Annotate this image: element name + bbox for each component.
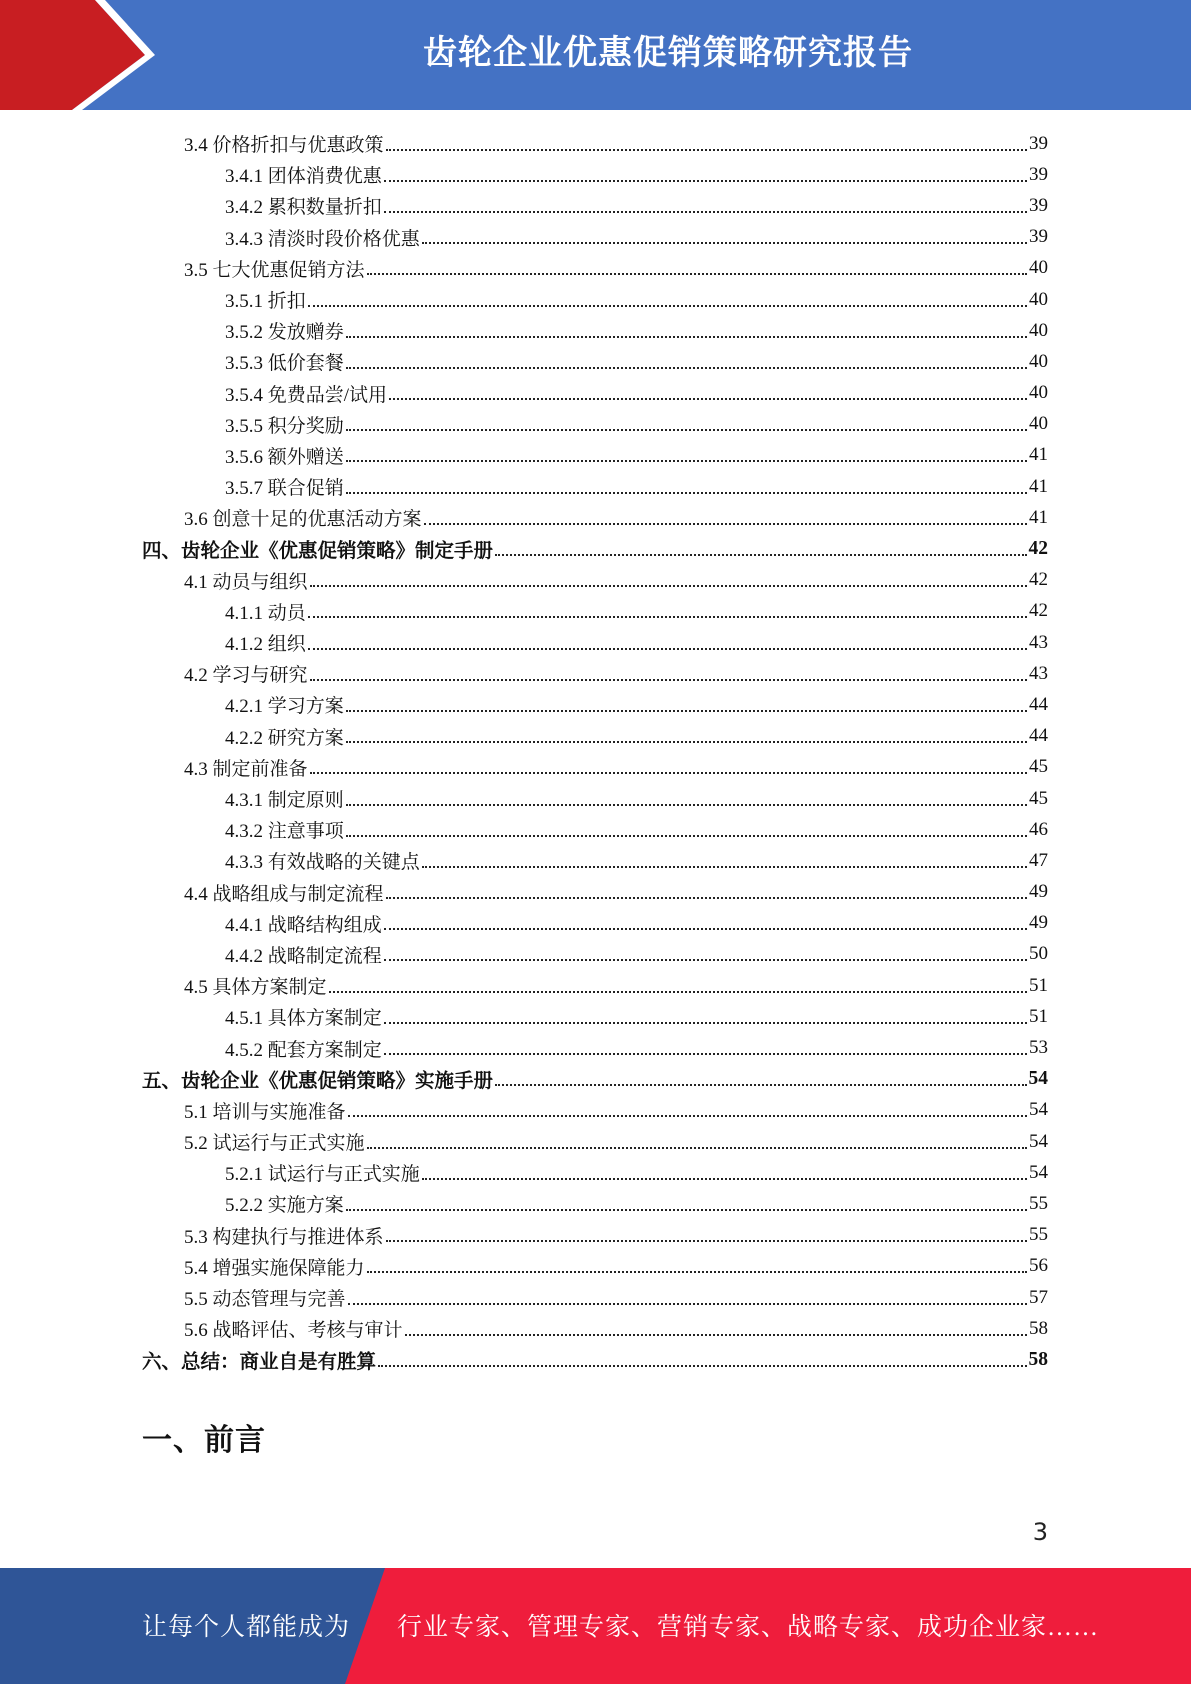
toc-chapter-entry[interactable]	[142, 533, 1048, 564]
toc-entry-page: 41	[1029, 506, 1048, 528]
toc-entry[interactable]	[142, 1095, 1048, 1126]
toc-entry-label: 4.1.2 组织	[225, 634, 306, 656]
toc-dot-leader	[384, 928, 1027, 930]
toc-entry[interactable]	[142, 502, 1048, 533]
toc-entry-label: 3.5.3 低价套餐	[225, 353, 344, 375]
toc-entry-label: 5.4 增强实施保障能力	[184, 1257, 365, 1279]
toc-entry[interactable]	[142, 689, 1048, 720]
page-footer	[0, 1568, 1191, 1684]
toc-entry[interactable]	[142, 1188, 1048, 1219]
toc-entry-label: 3.5.1 折扣	[225, 291, 306, 313]
toc-entry-label: 4.1.1 动员	[225, 602, 306, 624]
toc-entry-page: 46	[1029, 818, 1048, 840]
toc-entry[interactable]	[142, 1313, 1048, 1344]
toc-entry[interactable]	[142, 440, 1048, 471]
toc-dot-leader	[389, 398, 1027, 400]
toc-dot-leader	[310, 585, 1027, 587]
toc-entry[interactable]	[142, 284, 1048, 315]
toc-entry-page: 43	[1029, 631, 1048, 653]
toc-dot-leader	[386, 149, 1027, 151]
toc-entry[interactable]	[142, 159, 1048, 190]
toc-dot-leader	[346, 835, 1027, 837]
toc-dot-leader	[346, 460, 1027, 462]
toc-dot-leader	[386, 1240, 1027, 1242]
toc-chapter-entry[interactable]	[142, 1064, 1048, 1095]
toc-dot-leader	[378, 1365, 1026, 1367]
toc-entry-page: 43	[1029, 662, 1048, 684]
section-heading: 一、前言	[142, 1423, 266, 1458]
toc-entry-page: 51	[1029, 1005, 1048, 1027]
page-number: 3	[1032, 1518, 1048, 1546]
toc-entry-page: 39	[1029, 226, 1048, 248]
toc-entry-label: 4.4.2 战略制定流程	[225, 945, 382, 967]
toc-entry-page: 53	[1029, 1037, 1048, 1059]
toc-entry[interactable]	[142, 908, 1048, 939]
toc-dot-leader	[308, 305, 1027, 307]
toc-entry-label: 六、总结：商业自是有胜算	[142, 1351, 377, 1373]
toc-entry-page: 54	[1029, 1130, 1048, 1152]
toc-entry-label: 3.5.2 发放赠券	[225, 322, 344, 344]
toc-entry[interactable]	[142, 721, 1048, 752]
toc-dot-leader	[308, 616, 1027, 618]
toc-entry[interactable]	[142, 1157, 1048, 1188]
toc-entry-label: 四、齿轮企业《优惠促销策略》制定手册	[142, 541, 494, 563]
toc-entry-page: 39	[1029, 194, 1048, 216]
toc-dot-leader	[495, 1084, 1026, 1086]
toc-dot-leader	[422, 866, 1027, 868]
toc-entry-page: 45	[1029, 787, 1048, 809]
toc-entry-page: 56	[1029, 1255, 1048, 1277]
toc-entry[interactable]	[142, 1251, 1048, 1282]
toc-entry[interactable]	[142, 565, 1048, 596]
toc-entry[interactable]	[142, 752, 1048, 783]
toc-entry-page: 39	[1029, 132, 1048, 154]
toc-entry-label: 4.3.2 注意事项	[225, 821, 344, 843]
report-title: 齿轮企业优惠促销策略研究报告	[423, 33, 913, 73]
toc-entry-page: 42	[1029, 569, 1048, 591]
toc-dot-leader	[310, 772, 1027, 774]
toc-entry[interactable]	[142, 1032, 1048, 1063]
toc-dot-leader	[348, 1115, 1027, 1117]
toc-entry-label: 3.4.3 清淡时段价格优惠	[225, 228, 420, 250]
toc-entry[interactable]	[142, 939, 1048, 970]
toc-entry-label: 3.5.4 免费品尝/试用	[225, 384, 388, 406]
toc-entry-page: 44	[1029, 693, 1048, 715]
toc-dot-leader	[346, 1209, 1027, 1211]
toc-entry-label: 3.5.7 联合促销	[225, 478, 344, 500]
toc-entry-page: 41	[1029, 444, 1048, 466]
toc-entry-page: 39	[1029, 163, 1048, 185]
toc-entry-page: 40	[1029, 413, 1048, 435]
toc-entry[interactable]	[142, 845, 1048, 876]
toc-dot-leader	[424, 523, 1027, 525]
toc-entry-page: 58	[1028, 1348, 1048, 1370]
toc-entry-label: 3.4 价格折扣与优惠政策	[184, 135, 384, 157]
toc-dot-leader	[346, 741, 1027, 743]
toc-entry-label: 3.5.6 额外赠送	[225, 446, 344, 468]
toc-entry-label: 3.5 七大优惠促销方法	[184, 259, 365, 281]
toc-entry-label: 4.4.1 战略结构组成	[225, 914, 382, 936]
toc-entry-page: 51	[1029, 974, 1048, 996]
toc-entry-label: 5.5 动态管理与完善	[184, 1289, 346, 1311]
toc-entry[interactable]	[142, 1001, 1048, 1032]
toc-entry-page: 40	[1029, 257, 1048, 279]
toc-entry-label: 4.2.1 学习方案	[225, 696, 344, 718]
toc-entry-page: 49	[1029, 881, 1048, 903]
toc-entry-page: 54	[1029, 1099, 1048, 1121]
toc-entry-page: 49	[1029, 912, 1048, 934]
toc-dot-leader	[348, 1303, 1027, 1305]
toc-dot-leader	[422, 242, 1027, 244]
toc-entry[interactable]	[142, 253, 1048, 284]
toc-entry-page: 47	[1029, 849, 1048, 871]
toc-dot-leader	[329, 991, 1027, 993]
toc-entry[interactable]	[142, 877, 1048, 908]
toc-entry-page: 40	[1029, 319, 1048, 341]
toc-dot-leader	[384, 959, 1027, 961]
toc-dot-leader	[346, 336, 1027, 338]
toc-entry-page: 54	[1028, 1068, 1048, 1090]
toc-entry-label: 5.3 构建执行与推进体系	[184, 1226, 384, 1248]
toc-entry[interactable]	[142, 627, 1048, 658]
toc-entry[interactable]	[142, 658, 1048, 689]
toc-entry-label: 3.4.2 累积数量折扣	[225, 197, 382, 219]
toc-entry-label: 4.4 战略组成与制定流程	[184, 883, 384, 905]
toc-entry-page: 55	[1029, 1192, 1048, 1214]
toc-entry-page: 58	[1029, 1317, 1048, 1339]
toc-entry[interactable]	[142, 128, 1048, 159]
toc-entry[interactable]	[142, 190, 1048, 221]
toc-entry[interactable]	[142, 378, 1048, 409]
toc-dot-leader	[346, 429, 1027, 431]
toc-entry-page: 44	[1029, 725, 1048, 747]
toc-entry-label: 4.5.1 具体方案制定	[225, 1008, 382, 1030]
toc-entry[interactable]	[142, 1282, 1048, 1313]
toc-entry[interactable]	[142, 783, 1048, 814]
toc-entry-page: 55	[1029, 1224, 1048, 1246]
toc-entry[interactable]	[142, 970, 1048, 1001]
page-header	[0, 0, 1191, 110]
toc-entry-label: 5.2 试运行与正式实施	[184, 1133, 365, 1155]
toc-entry[interactable]	[142, 814, 1048, 845]
toc-dot-leader	[310, 679, 1027, 681]
toc-entry-page: 57	[1029, 1286, 1048, 1308]
toc-entry-label: 4.5 具体方案制定	[184, 977, 327, 999]
toc-entry-label: 4.2 学习与研究	[184, 665, 308, 687]
toc-entry-page: 50	[1029, 943, 1048, 965]
toc-entry-page: 40	[1029, 382, 1048, 404]
toc-entry[interactable]	[142, 1126, 1048, 1157]
toc-dot-leader	[367, 273, 1027, 275]
table-of-contents	[142, 128, 1048, 1376]
toc-entry-page: 42	[1028, 538, 1048, 560]
toc-entry[interactable]	[142, 596, 1048, 627]
toc-entry-label: 4.2.2 研究方案	[225, 727, 344, 749]
toc-entry-label: 五、齿轮企业《优惠促销策略》实施手册	[142, 1071, 494, 1093]
toc-entry-page: 54	[1029, 1161, 1048, 1183]
toc-entry-label: 3.5.5 积分奖励	[225, 415, 344, 437]
toc-dot-leader	[422, 1178, 1027, 1180]
toc-entry[interactable]	[142, 1220, 1048, 1251]
toc-entry-label: 5.6 战略评估、考核与审计	[184, 1320, 403, 1342]
toc-dot-leader	[495, 554, 1026, 556]
toc-entry[interactable]	[142, 222, 1048, 253]
toc-dot-leader	[346, 367, 1027, 369]
toc-dot-leader	[384, 180, 1027, 182]
toc-dot-leader	[384, 211, 1027, 213]
toc-dot-leader	[346, 492, 1027, 494]
toc-chapter-entry[interactable]	[142, 1344, 1048, 1375]
toc-entry-label: 3.4.1 团体消费优惠	[225, 166, 382, 188]
toc-entry[interactable]	[142, 471, 1048, 502]
toc-entry-label: 4.3.1 制定原则	[225, 790, 344, 812]
footer-slogan-left: 让每个人都能成为	[142, 1614, 351, 1641]
toc-entry[interactable]	[142, 409, 1048, 440]
toc-dot-leader	[384, 1022, 1027, 1024]
toc-dot-leader	[386, 897, 1027, 899]
toc-dot-leader	[346, 710, 1027, 712]
toc-entry-page: 42	[1029, 600, 1048, 622]
toc-dot-leader	[405, 1334, 1027, 1336]
toc-entry-page: 40	[1029, 350, 1048, 372]
toc-dot-leader	[308, 648, 1027, 650]
toc-dot-leader	[384, 1053, 1027, 1055]
toc-entry-page: 45	[1029, 756, 1048, 778]
footer-slogan-right: 行业专家、管理专家、营销专家、战略专家、成功企业家……	[397, 1614, 1100, 1641]
toc-entry-page: 41	[1029, 475, 1048, 497]
toc-entry[interactable]	[142, 315, 1048, 346]
toc-entry-label: 4.3 制定前准备	[184, 758, 308, 780]
toc-entry-label: 5.1 培训与实施准备	[184, 1101, 346, 1123]
toc-dot-leader	[367, 1147, 1027, 1149]
toc-entry-page: 40	[1029, 288, 1048, 310]
toc-dot-leader	[346, 804, 1027, 806]
toc-entry-label: 5.2.1 试运行与正式实施	[225, 1164, 420, 1186]
toc-entry-label: 4.3.3 有效战略的关键点	[225, 852, 420, 874]
toc-entry-label: 4.1 动员与组织	[184, 571, 308, 593]
toc-dot-leader	[367, 1271, 1027, 1273]
toc-entry-label: 5.2.2 实施方案	[225, 1195, 344, 1217]
toc-entry-label: 3.6 创意十足的优惠活动方案	[184, 509, 422, 531]
toc-entry-label: 4.5.2 配套方案制定	[225, 1039, 382, 1061]
toc-entry[interactable]	[142, 346, 1048, 377]
